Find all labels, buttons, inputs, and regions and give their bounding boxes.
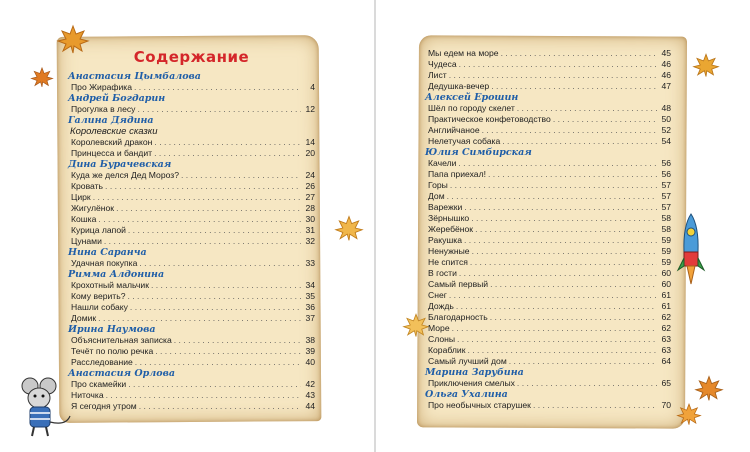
dot-leader <box>151 280 301 291</box>
page-number: 61 <box>661 290 671 300</box>
author-name: Ирина Наумова <box>68 324 156 335</box>
dot-leader <box>130 302 301 313</box>
dot-leader <box>501 48 657 59</box>
page-number: 63 <box>661 345 671 355</box>
entry-title: Практическое конфетоводство <box>428 114 551 124</box>
toc-entry[interactable] <box>68 192 315 203</box>
entry-title: Кому верить? <box>71 291 126 301</box>
toc-entry[interactable] <box>68 280 315 291</box>
page-number: 46 <box>661 59 671 69</box>
dot-leader <box>471 213 657 224</box>
dot-leader <box>116 203 301 214</box>
entry-title: Кошка <box>71 214 97 224</box>
author-name: Анастасия Орлова <box>68 368 175 379</box>
maple-leaf-icon <box>694 374 724 402</box>
entry-title: Дом <box>428 191 445 201</box>
entry-title: Цунами <box>71 236 102 246</box>
page-number: 59 <box>661 235 671 245</box>
dot-leader <box>450 180 657 191</box>
dot-leader <box>105 181 301 192</box>
toc-entry[interactable] <box>68 357 315 368</box>
page-number: 58 <box>661 213 671 223</box>
entry-title: Куда же делся Дед Мороз? <box>71 170 180 180</box>
toc-entry[interactable] <box>425 334 671 345</box>
page-number: 65 <box>661 378 671 388</box>
dot-leader <box>533 400 657 411</box>
author-name: Анастасия Цымбалова <box>68 71 201 82</box>
entry-title: Самый первый <box>428 279 489 289</box>
page-number: 63 <box>661 334 671 344</box>
page-number: 46 <box>661 70 671 80</box>
toc-entry[interactable] <box>425 400 671 411</box>
page-number: 43 <box>305 390 315 400</box>
page-number: 52 <box>661 125 671 135</box>
toc-entry[interactable] <box>425 103 671 114</box>
dot-leader <box>104 236 301 247</box>
entry-title: Объяснительная записка <box>71 335 172 345</box>
page-number: 59 <box>661 246 671 256</box>
dot-leader <box>449 290 657 301</box>
entry-title: Английчаное <box>428 125 480 135</box>
page-number: 57 <box>661 191 671 201</box>
maple-leaf-icon <box>30 66 54 88</box>
page-number: 62 <box>661 312 671 322</box>
entry-title: Кораблик <box>428 345 466 355</box>
entry-title: Море <box>428 323 450 333</box>
page-number: 24 <box>305 170 315 180</box>
toc-entry[interactable] <box>68 379 315 390</box>
toc-entry[interactable] <box>68 181 315 192</box>
dot-leader <box>491 81 657 92</box>
dot-leader <box>135 357 301 368</box>
dot-leader <box>472 246 657 257</box>
toc-entry[interactable] <box>425 290 671 301</box>
author-name: Ольга Ухалина <box>425 389 508 400</box>
toc-entry[interactable] <box>425 70 671 81</box>
toc-entry[interactable] <box>425 202 671 213</box>
page-number: 47 <box>661 81 671 91</box>
dot-leader <box>488 169 657 180</box>
entry-title: Варежки <box>428 202 463 212</box>
page-number: 54 <box>661 136 671 146</box>
dot-leader <box>154 148 301 159</box>
entry-title: Самый лучший дом <box>428 356 507 366</box>
toc-entry[interactable] <box>425 213 671 224</box>
entry-title: Расследование <box>71 357 133 367</box>
entry-title: Прогулка в лесу <box>71 104 136 114</box>
dot-leader <box>553 114 657 125</box>
entry-title: В гости <box>428 268 457 278</box>
entry-title: Чудеса <box>428 59 457 69</box>
entry-title: Благодарность <box>428 312 488 322</box>
toc-entry[interactable] <box>425 114 671 125</box>
toc-entry[interactable] <box>68 291 315 302</box>
maple-leaf-icon <box>692 52 720 78</box>
author-name: Римма Алдонина <box>68 269 165 280</box>
page-number: 26 <box>305 181 315 191</box>
author-name: Марина Зарубина <box>425 367 524 378</box>
dot-leader <box>98 214 301 225</box>
page-number: 57 <box>661 180 671 190</box>
entry-title: Принцесса и бандит <box>71 148 153 158</box>
dot-leader <box>174 335 301 346</box>
entry-title: Ниточка <box>71 390 104 400</box>
entry-title: Крохотный мальчик <box>71 280 149 290</box>
dot-leader <box>459 268 657 279</box>
dot-leader <box>475 224 657 235</box>
entry-title: Удачная покупка <box>71 258 138 268</box>
toc-entry[interactable] <box>425 235 671 246</box>
dot-leader <box>447 191 657 202</box>
page-number: 37 <box>305 313 315 323</box>
entry-title: Дождь <box>428 301 454 311</box>
page-number: 30 <box>305 214 315 224</box>
author-name: Юлия Симбирская <box>425 147 532 158</box>
page-number: 62 <box>661 323 671 333</box>
entry-title: Качели <box>428 158 457 168</box>
entry-title: Слоны <box>428 334 456 344</box>
entry-title: Нелетучая собака <box>428 136 501 146</box>
page-number: 12 <box>305 104 315 114</box>
page-number: 56 <box>661 169 671 179</box>
dot-leader <box>139 258 301 269</box>
dot-leader <box>106 390 301 401</box>
rocket-illustration <box>676 212 706 290</box>
author-name: Дина Бурачевская <box>68 159 172 170</box>
dot-leader <box>490 312 657 323</box>
page-number: 14 <box>305 137 315 147</box>
entry-title: Домик <box>71 313 97 323</box>
author-name: Галина Дядина <box>68 115 154 126</box>
entry-title: Про скамейки <box>71 379 127 389</box>
dot-leader <box>449 70 657 81</box>
toc-entry[interactable] <box>68 335 315 346</box>
entry-title: Нашли собаку <box>71 302 128 312</box>
toc-entry[interactable] <box>68 148 315 159</box>
entry-title: Королевский дракон <box>71 137 153 147</box>
page-number: 28 <box>305 203 315 213</box>
entry-title: Шёл по городу скелет <box>428 103 515 113</box>
entry-title: Мы едем на море <box>428 48 499 58</box>
page-number: 33 <box>305 258 315 268</box>
dot-leader <box>128 225 301 236</box>
dot-leader <box>128 379 301 390</box>
page-number: 57 <box>661 202 671 212</box>
dot-leader <box>137 104 301 115</box>
dot-leader <box>482 125 657 136</box>
toc-entry[interactable] <box>425 378 671 389</box>
entry-title: Папа приехал! <box>428 169 486 179</box>
entry-title: Дедушка-вечер <box>428 81 490 91</box>
dot-leader <box>517 378 657 389</box>
toc-entry[interactable] <box>425 312 671 323</box>
entry-title: Кровать <box>71 181 104 191</box>
toc-entry[interactable] <box>68 302 315 313</box>
toc-entry[interactable] <box>68 82 315 93</box>
toc-entry[interactable] <box>68 346 315 357</box>
page-number: 64 <box>661 356 671 366</box>
page-number: 60 <box>661 268 671 278</box>
toc-entry[interactable] <box>68 401 315 412</box>
toc-entry[interactable] <box>425 136 671 147</box>
entry-title: Ненужные <box>428 246 470 256</box>
dot-leader <box>457 334 657 345</box>
toc-entry[interactable] <box>425 323 671 334</box>
page-number: 60 <box>661 279 671 289</box>
page-number: 56 <box>661 158 671 168</box>
toc-entry[interactable] <box>425 191 671 202</box>
entry-title: Ракушка <box>428 235 463 245</box>
toc-entry[interactable] <box>425 301 671 312</box>
entry-title: Приключения смелых <box>428 378 515 388</box>
page-number: 36 <box>305 302 315 312</box>
page-number: 38 <box>305 335 315 345</box>
dot-leader <box>93 192 301 203</box>
dot-leader <box>490 279 657 290</box>
toc-entry[interactable] <box>425 224 671 235</box>
entry-title: Горы <box>428 180 448 190</box>
dot-leader <box>128 291 302 302</box>
toc-list-right <box>425 48 671 411</box>
toc-entry[interactable] <box>68 258 315 269</box>
dot-leader <box>154 137 301 148</box>
toc-entry[interactable] <box>425 81 671 92</box>
toc-entry[interactable] <box>425 59 671 70</box>
maple-leaf-icon <box>676 402 702 426</box>
page-number: 50 <box>661 114 671 124</box>
page-number: 27 <box>305 192 315 202</box>
author-name: Алексей Ерошин <box>425 92 519 103</box>
toc-entry[interactable] <box>68 214 315 225</box>
author-name: Андрей Богдарин <box>68 93 166 104</box>
page-number: 44 <box>305 401 315 411</box>
entry-title: Жеребёнок <box>428 224 474 234</box>
dot-leader <box>452 323 657 334</box>
page-number: 61 <box>661 301 671 311</box>
dot-leader <box>517 103 657 114</box>
toc-title: Содержание <box>133 48 250 66</box>
toc-entry[interactable] <box>425 279 671 290</box>
page-number: 42 <box>305 379 315 389</box>
toc-entry[interactable] <box>68 390 315 401</box>
toc-entry[interactable] <box>425 125 671 136</box>
entry-title: Курица лапой <box>71 225 126 235</box>
dot-leader <box>139 401 301 412</box>
page-number: 35 <box>305 291 315 301</box>
page-number: 20 <box>305 148 315 158</box>
dot-leader <box>456 301 657 312</box>
page-number: 32 <box>305 236 315 246</box>
page-number: 4 <box>310 82 315 92</box>
page-number: 58 <box>661 224 671 234</box>
page-number: 59 <box>661 257 671 267</box>
page-number: 40 <box>305 357 315 367</box>
entry-title: Про Жирафика <box>71 82 133 92</box>
entry-title: Зёрнышко <box>428 213 470 223</box>
toc-right-column <box>425 48 671 411</box>
book-spine <box>374 0 376 452</box>
dot-leader <box>509 356 657 367</box>
toc-entry[interactable] <box>425 48 671 59</box>
entry-title: Я сегодня утром <box>71 401 137 411</box>
entry-title: Течёт по полю речка <box>71 346 154 356</box>
toc-entry[interactable] <box>68 236 315 247</box>
toc-entry[interactable] <box>425 345 671 356</box>
dot-leader <box>464 235 657 246</box>
toc-entry[interactable] <box>425 180 671 191</box>
page-number: 45 <box>661 48 671 58</box>
entry-title: Не спится <box>428 257 468 267</box>
author-name: Нина Саранча <box>68 247 147 258</box>
page-number: 70 <box>661 400 671 410</box>
entry-title: Про необычных старушек <box>428 400 531 410</box>
page-number: 39 <box>305 346 315 356</box>
entry-title: Цирк <box>71 192 91 202</box>
toc-entry[interactable] <box>68 203 315 214</box>
dot-leader <box>458 158 657 169</box>
toc-entry[interactable] <box>425 268 671 279</box>
entry-title: Снег <box>428 290 447 300</box>
toc-entry[interactable] <box>68 170 315 181</box>
dot-leader <box>470 257 657 268</box>
page-number: 34 <box>305 280 315 290</box>
entry-title: Лист <box>428 70 447 80</box>
toc-entry[interactable] <box>425 169 671 180</box>
entry-title: Жигулёнок <box>71 203 115 213</box>
toc-entry[interactable] <box>68 225 315 236</box>
dot-leader <box>502 136 657 147</box>
maple-leaf-icon <box>334 214 364 242</box>
toc-entry[interactable] <box>425 257 671 268</box>
toc-entry[interactable] <box>425 246 671 257</box>
dot-leader <box>181 170 301 181</box>
toc-list-left <box>68 71 315 412</box>
dot-leader <box>134 82 301 93</box>
toc-left-column <box>68 48 315 412</box>
page-number: 31 <box>305 225 315 235</box>
toc-entry[interactable] <box>68 137 315 148</box>
page-number: 48 <box>661 103 671 113</box>
toc-entry[interactable] <box>425 356 671 367</box>
toc-entry[interactable] <box>68 313 315 324</box>
dot-leader <box>155 346 301 357</box>
dot-leader <box>467 345 657 356</box>
toc-entry[interactable] <box>68 104 315 115</box>
toc-entry[interactable] <box>425 158 671 169</box>
dot-leader <box>98 313 301 324</box>
dot-leader <box>459 59 657 70</box>
dot-leader <box>464 202 657 213</box>
section-subtitle: Королевские сказки <box>70 126 158 137</box>
